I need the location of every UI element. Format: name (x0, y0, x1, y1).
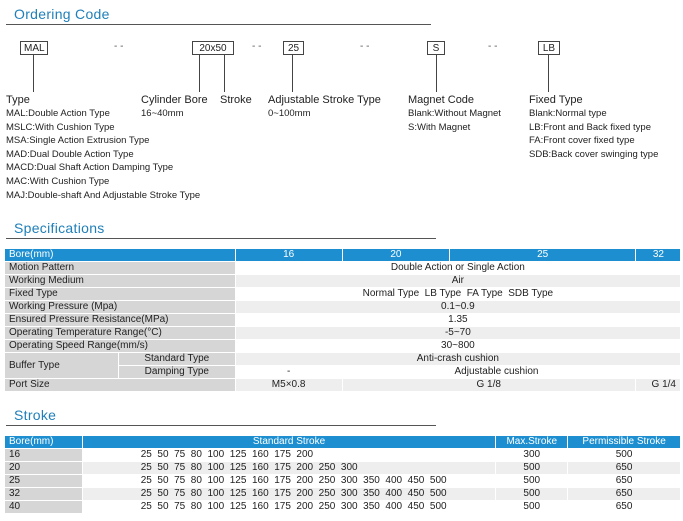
spec-value: 1.35 (235, 314, 680, 327)
spec-row (5, 275, 681, 288)
connector-line (224, 55, 225, 92)
ordering-code-title: Ordering Code (14, 6, 110, 22)
adjustable-column (268, 94, 381, 121)
table-row (5, 449, 681, 462)
spec-sublabel: Damping Type (118, 366, 235, 379)
stroke-header-row (5, 436, 681, 449)
spec-row (5, 379, 681, 392)
spec-label: Ensured Pressure Resistance(MPa) (5, 314, 236, 327)
type-item: MAL:Double Action Type (6, 108, 110, 119)
stroke-standard: 25 50 75 80 100 125 160 175 200 250 300 (82, 462, 496, 475)
stroke-header-permissible: Permissible Stroke (568, 436, 681, 449)
spec-label: Fixed Type (5, 288, 236, 301)
spec-row (5, 288, 681, 301)
fixed-item: LB:Front and Back fixed type (529, 121, 651, 133)
connector-line (548, 55, 549, 92)
type-item: MSA:Single Action Extrusion Type (6, 135, 150, 147)
type-item: MAJ:Double-shaft And Adjustable Stroke Type (6, 189, 201, 201)
table-row (5, 501, 681, 514)
type-item: MSLC:With Cushion Type (6, 121, 115, 133)
stroke-bore: 16 (5, 449, 83, 462)
stroke-permissible: 650 (568, 488, 681, 501)
spec-row (5, 327, 681, 340)
stroke-permissible: 650 (568, 475, 681, 488)
stroke-header-max: Max.Stroke (496, 436, 568, 449)
spec-label: Motion Pattern (5, 262, 236, 275)
adjustable-item: 0~100mm (268, 108, 311, 119)
code-box-fixed: LB (538, 41, 560, 55)
fixed-heading: Fixed Type (529, 94, 583, 106)
bore-heading: Cylinder Bore (141, 94, 208, 106)
spec-header-label: Bore(mm) (5, 249, 236, 262)
stroke-divider (6, 425, 436, 426)
fixed-item: Blank:Normal type (529, 108, 607, 119)
magnet-item: Blank:Without Magnet (408, 108, 501, 119)
spec-header-row (5, 249, 681, 262)
stroke-max: 500 (496, 462, 568, 475)
spec-row (5, 340, 681, 353)
stroke-header-bore: Bore(mm) (5, 436, 83, 449)
specifications-divider (6, 238, 436, 239)
spec-value: 30~800 (235, 340, 680, 353)
specifications-table (4, 248, 681, 392)
table-row (5, 462, 681, 475)
table-row (5, 475, 681, 488)
spec-row (5, 353, 681, 366)
type-item: MAD:Dual Double Action Type (6, 148, 134, 160)
code-dash: - - (488, 41, 498, 52)
stroke-permissible: 500 (568, 449, 681, 462)
spec-label: Buffer Type (5, 353, 119, 379)
spec-header-bore (635, 249, 680, 262)
connector-line (436, 55, 437, 92)
stroke-bore: 32 (5, 488, 83, 501)
spec-value: - (235, 366, 342, 379)
spec-label: Port Size (5, 379, 236, 392)
spec-label: Working Medium (5, 275, 236, 288)
code-box-magnet: S (427, 41, 445, 55)
spec-value: -5~70 (235, 327, 680, 340)
stroke-permissible: 650 (568, 462, 681, 475)
stroke-title: Stroke (14, 407, 57, 423)
type-item: MACD:Dual Shaft Action Damping Type (6, 162, 174, 174)
magnet-item: S:With Magnet (408, 121, 471, 133)
spec-value: 0.1~0.9 (235, 301, 680, 314)
spec-value: Normal Type LB Type FA Type SDB Type (235, 288, 680, 301)
code-box-bore-stroke: 20x50 (192, 41, 234, 55)
stroke-permissible: 650 (568, 501, 681, 514)
spec-label: Operating Speed Range(mm/s) (5, 340, 236, 353)
code-box-adjustable: 25 (283, 41, 304, 55)
code-box-type: MAL (20, 41, 48, 55)
spec-header-bore: 20 (342, 249, 450, 262)
spec-row (5, 314, 681, 327)
adjustable-heading: Adjustable Stroke Type (268, 94, 381, 106)
spec-header-bore: 25 (450, 249, 636, 262)
table-row (5, 488, 681, 501)
stroke-max: 300 (496, 449, 568, 462)
spec-value: G 1/4 (635, 379, 680, 392)
stroke-table (4, 435, 681, 514)
spec-value: Double Action or Single Action (235, 262, 680, 275)
stroke-header-standard: Standard Stroke (82, 436, 496, 449)
stroke-bore: 25 (5, 475, 83, 488)
type-item: MAC:With Cushion Type (6, 175, 110, 187)
fixed-column (529, 94, 658, 161)
stroke-bore: 20 (5, 462, 83, 475)
spec-row (5, 301, 681, 314)
spec-row (5, 262, 681, 275)
fixed-item: SDB:Back cover swinging type (529, 148, 659, 160)
magnet-column (408, 94, 501, 134)
fixed-item: FA:Front cover fixed type (529, 135, 635, 147)
bore-item: 16~40mm (141, 108, 184, 119)
connector-line (199, 55, 200, 92)
stroke-max: 500 (496, 475, 568, 488)
specifications-title: Specifications (14, 220, 105, 236)
stroke-standard: 25 50 75 80 100 125 160 175 200 250 300 350 400 450 500 (82, 488, 496, 501)
stroke-heading: Stroke (220, 94, 252, 106)
ordering-code-divider (6, 24, 431, 25)
stroke-bore: 40 (5, 501, 83, 514)
code-dash: - - (360, 41, 370, 52)
type-heading: Type (6, 94, 30, 106)
spec-sublabel: Standard Type (118, 353, 235, 366)
spec-value: Anti-crash cushion (235, 353, 680, 366)
code-dash: - - (114, 41, 124, 52)
spec-value: Adjustable cushion (342, 366, 681, 379)
spec-value: G 1/8 (342, 379, 635, 392)
stroke-max: 500 (496, 488, 568, 501)
stroke-standard: 25 50 75 80 100 125 160 175 200 250 300 350 400 450 500 (82, 501, 496, 514)
code-dash: - - (252, 41, 262, 52)
magnet-heading: Magnet Code (408, 94, 475, 106)
connector-line (292, 55, 293, 92)
spec-value: Air (235, 275, 680, 288)
stroke-standard: 25 50 75 80 100 125 160 175 200 (82, 449, 496, 462)
spec-label: Operating Temperature Range(°C) (5, 327, 236, 340)
spec-header-bore: 16 (235, 249, 342, 262)
stroke-column (220, 94, 252, 107)
spec-label: Working Pressure (Mpa) (5, 301, 236, 314)
bore-column (141, 94, 208, 121)
spec-value: M5×0.8 (235, 379, 342, 392)
stroke-standard: 25 50 75 80 100 125 160 175 200 250 300 350 400 450 500 (82, 475, 496, 488)
spec-header-bore-32: 32 (652, 249, 664, 260)
stroke-max: 500 (496, 501, 568, 514)
connector-line (33, 55, 34, 92)
